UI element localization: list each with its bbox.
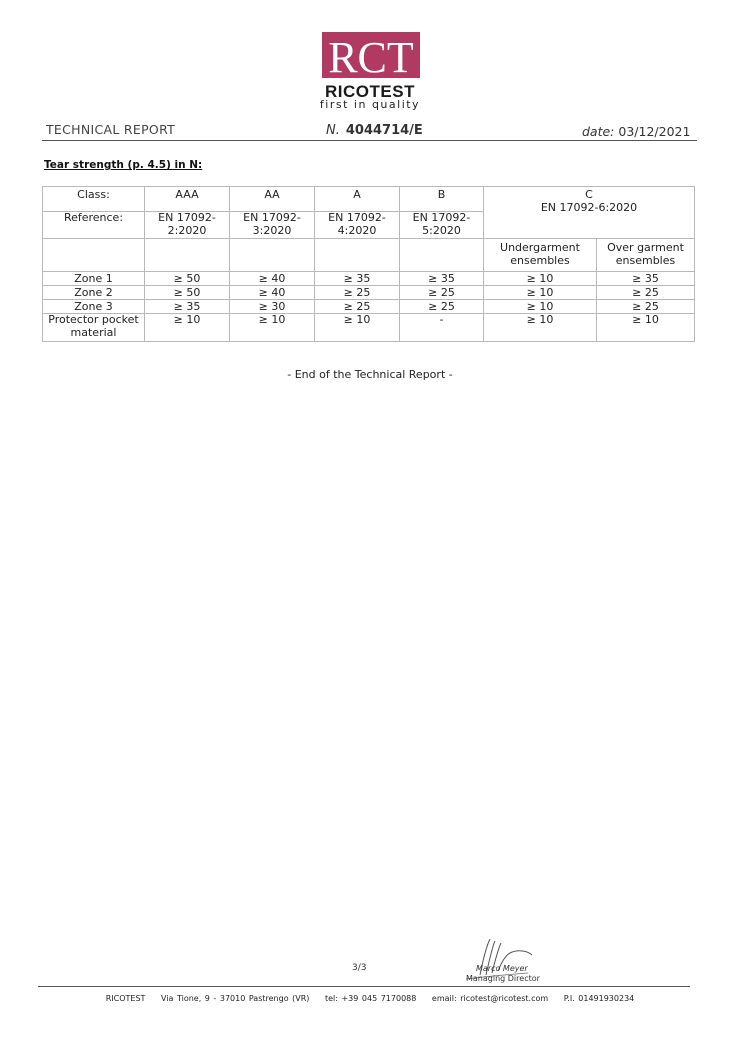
footer	[0, 994, 740, 1003]
ricotest-logo	[322, 32, 420, 78]
report-number	[326, 123, 423, 138]
value-cell: ≥ 10	[484, 272, 597, 286]
class-cell: AA	[230, 187, 315, 212]
report-number-label: N.	[326, 123, 340, 138]
footer-vat: P.I. 01491930234	[563, 994, 635, 1003]
class-c-header	[484, 187, 695, 239]
value-cell: ≥ 10	[145, 314, 230, 342]
empty-cell	[315, 239, 400, 272]
section-title: Tear strength (p. 4.5) in N:	[44, 159, 203, 171]
class-cell: B	[400, 187, 484, 212]
row-label: Protector pocket material	[43, 314, 145, 342]
row-label: Zone 3	[43, 300, 145, 314]
value-cell: ≥ 25	[400, 286, 484, 300]
subheader-row	[43, 239, 695, 272]
value-cell: ≥ 10	[315, 314, 400, 342]
value-cell: ≥ 10	[484, 314, 597, 342]
table-row	[43, 314, 695, 342]
value-cell: ≥ 25	[597, 286, 695, 300]
value-cell: ≥ 25	[400, 300, 484, 314]
value-cell: ≥ 30	[230, 300, 315, 314]
signatory-name: Marco Meyer	[476, 964, 528, 973]
report-number-value: 4044714/E	[345, 123, 423, 138]
reference-cell: EN 17092-5:2020	[400, 212, 484, 239]
table-row	[43, 286, 695, 300]
report-date-label: date:	[582, 124, 615, 139]
table-row	[43, 272, 695, 286]
value-cell: ≥ 10	[597, 314, 695, 342]
value-cell: ≥ 35	[315, 272, 400, 286]
footer-phone: tel: +39 045 7170088	[324, 994, 417, 1003]
value-cell: ≥ 50	[145, 286, 230, 300]
reference-label: Reference:	[43, 212, 145, 239]
brand-tagline: first in quality	[319, 98, 421, 111]
class-row	[43, 187, 695, 212]
table-row	[43, 300, 695, 314]
tear-strength-table	[42, 186, 695, 342]
logo-lettering: RCT	[328, 33, 414, 78]
value-cell: ≥ 35	[400, 272, 484, 286]
reference-cell: EN 17092-2:2020	[145, 212, 230, 239]
value-cell: -	[400, 314, 484, 342]
value-cell: ≥ 25	[597, 300, 695, 314]
brand-name: RICOTEST	[325, 82, 415, 101]
report-date	[582, 124, 690, 139]
footer-address: Via Tione, 9 - 37010 Pastrengo (VR)	[160, 994, 310, 1003]
reference-cell: EN 17092-3:2020	[230, 212, 315, 239]
class-label: Class:	[43, 187, 145, 212]
empty-cell	[145, 239, 230, 272]
c-subheader: Undergarment ensembles	[484, 239, 597, 272]
footer-divider	[38, 986, 690, 987]
empty-cell	[43, 239, 145, 272]
reference-cell: EN 17092-4:2020	[315, 212, 400, 239]
row-label: Zone 2	[43, 286, 145, 300]
value-cell: ≥ 10	[484, 300, 597, 314]
value-cell: ≥ 25	[315, 286, 400, 300]
end-of-report-note: - End of the Technical Report -	[287, 368, 453, 381]
empty-cell	[400, 239, 484, 272]
value-cell: ≥ 40	[230, 286, 315, 300]
class-cell: A	[315, 187, 400, 212]
class-c-label: C	[585, 188, 593, 201]
header-divider	[42, 140, 697, 141]
class-c-reference: EN 17092-6:2020	[540, 200, 638, 214]
footer-company: RICOTEST	[105, 994, 146, 1003]
value-cell: ≥ 10	[484, 286, 597, 300]
page-number: 3/3	[352, 963, 367, 973]
value-cell: ≥ 40	[230, 272, 315, 286]
footer-email: email: ricotest@ricotest.com	[431, 994, 549, 1003]
c-subheader: Over garment ensembles	[597, 239, 695, 272]
row-label: Zone 1	[43, 272, 145, 286]
empty-cell	[230, 239, 315, 272]
signatory-role: Managing Director	[466, 974, 540, 983]
value-cell: ≥ 35	[145, 300, 230, 314]
value-cell: ≥ 35	[597, 272, 695, 286]
value-cell: ≥ 50	[145, 272, 230, 286]
class-cell: AAA	[145, 187, 230, 212]
value-cell: ≥ 10	[230, 314, 315, 342]
value-cell: ≥ 25	[315, 300, 400, 314]
report-date-value: 03/12/2021	[618, 124, 691, 139]
report-title: TECHNICAL REPORT	[46, 122, 176, 137]
